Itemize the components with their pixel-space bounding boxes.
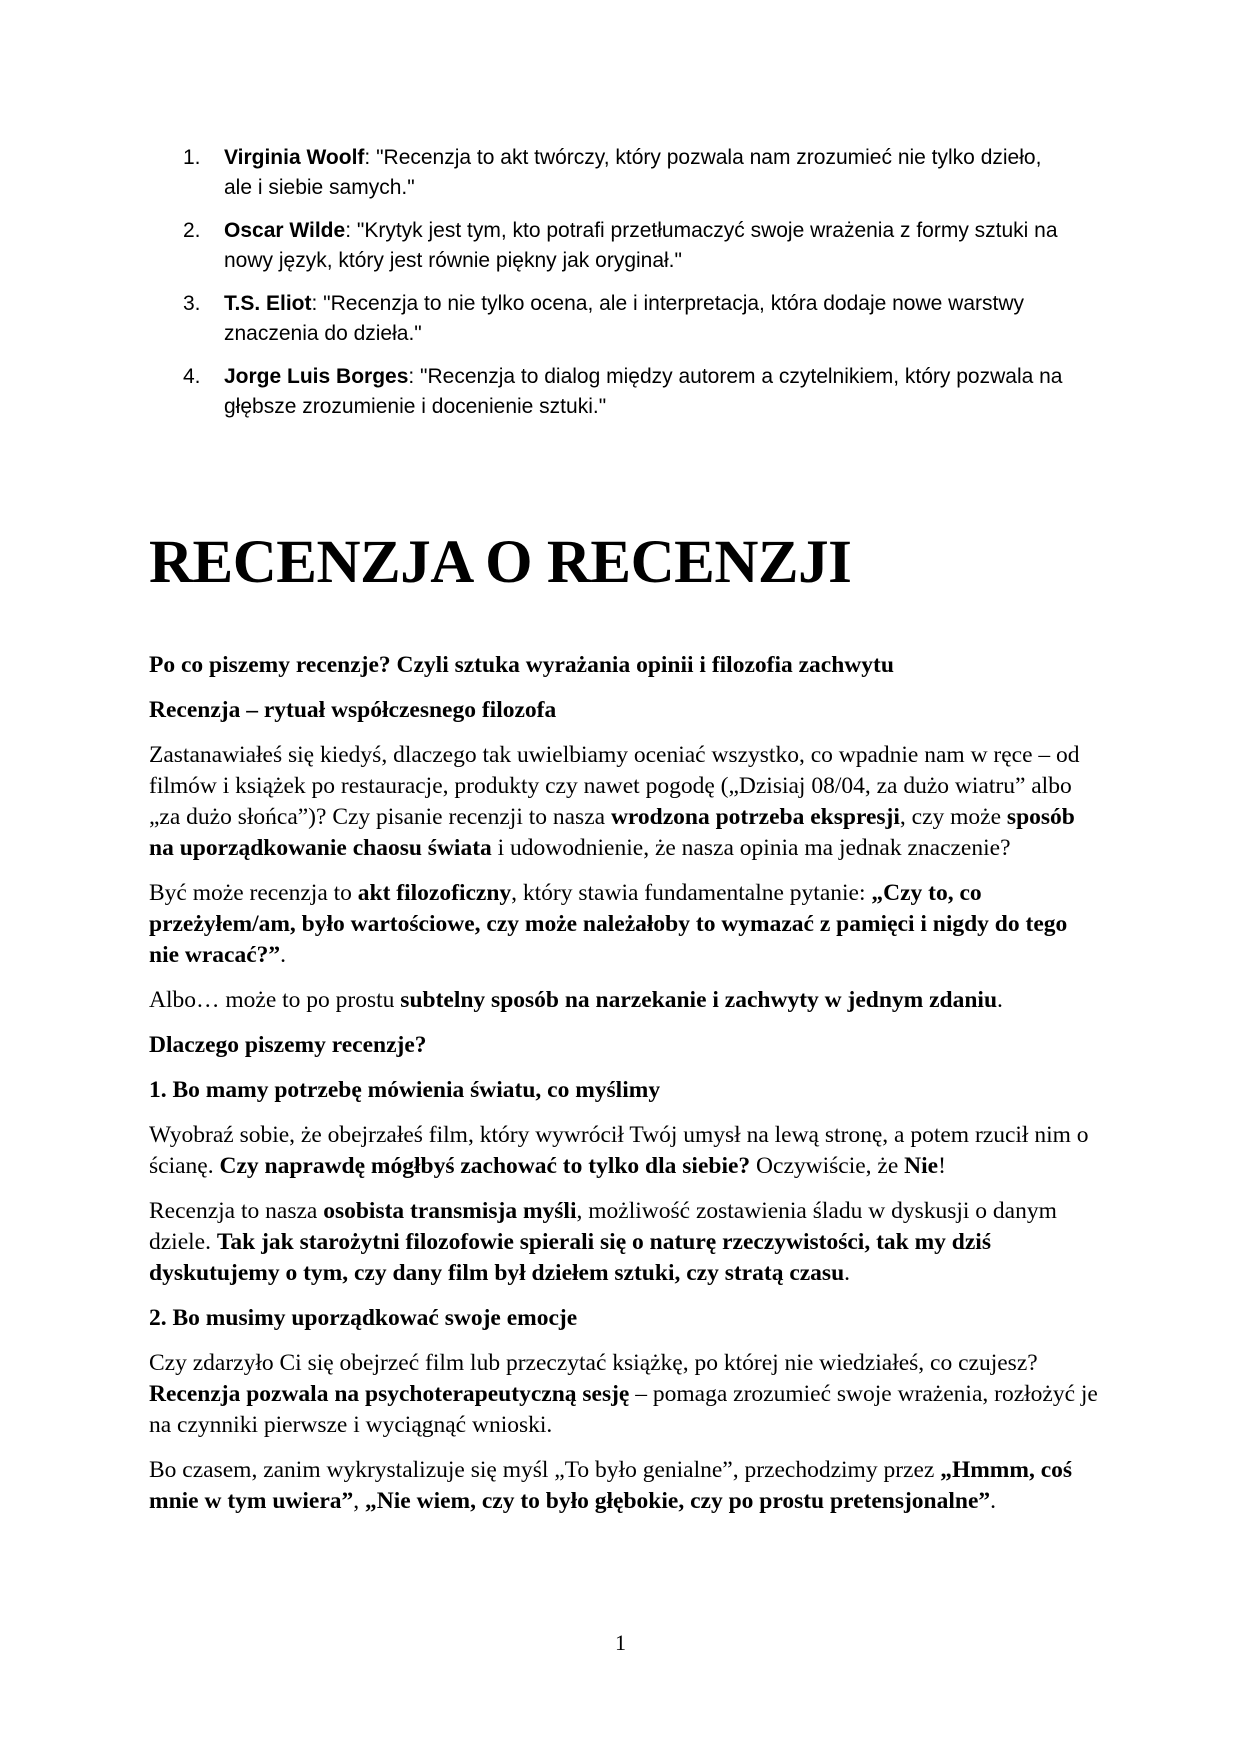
quote-number: 4. bbox=[183, 365, 201, 388]
text-run: , możliwość zostawienia śladu w dyskusji o danym dziele. bbox=[149, 1198, 1057, 1255]
text-run: . bbox=[280, 942, 287, 968]
section-heading: Dlaczego piszemy recenzje? bbox=[149, 1032, 427, 1058]
article-body bbox=[149, 650, 1099, 1531]
quote-text: : "Recenzja to akt twórczy, który pozwala nam zrozumieć nie tylko dzieło, ale i siebie samych." bbox=[224, 146, 1042, 199]
text-run: i udowodnienie, że nasza opinia ma jednak znaczenie? bbox=[491, 835, 1011, 861]
text-run: , czy może bbox=[899, 804, 1007, 830]
section-heading: Recenzja – rytuał współczesnego filozofa bbox=[149, 697, 557, 723]
text-run: Zastanawiałeś się kiedyś, dlaczego tak uwielbiamy oceniać wszystko, co wpadnie nam w ręce – od filmów i książek po restauracje, produkty czy nawet pogodę („Dzisiaj 08/04, za dużo wiatru” albo „za dużo słońca”)? Czy pisanie recenzji to nasza bbox=[149, 742, 1080, 830]
page-number: 1 bbox=[615, 1630, 626, 1655]
quote-item bbox=[150, 362, 1070, 422]
bold-run: akt filozoficzny bbox=[357, 880, 512, 906]
quote-number: 1. bbox=[183, 146, 201, 169]
quote-author: T.S. Eliot bbox=[224, 292, 312, 315]
article-subtitle: Po co piszemy recenzje? Czyli sztuka wyrażania opinii i filozofia zachwytu bbox=[149, 652, 894, 678]
quote-number: 3. bbox=[183, 292, 201, 315]
quote-number: 2. bbox=[183, 219, 201, 242]
quote-text: : "Recenzja to nie tylko ocena, ale i interpretacja, która dodaje nowe warstwy znaczenia do dzieła." bbox=[224, 292, 1025, 345]
paragraph bbox=[149, 1455, 1099, 1517]
quote-author: Virginia Woolf bbox=[224, 146, 365, 169]
quotes-list bbox=[150, 143, 1070, 435]
paragraph bbox=[149, 1348, 1099, 1441]
bold-run: „Nie wiem, czy to było głębokie, czy po prostu pretensjonalne” bbox=[365, 1488, 991, 1514]
bold-run: Nie bbox=[904, 1153, 939, 1179]
paragraph bbox=[149, 1196, 1099, 1289]
quote-item bbox=[150, 143, 1070, 203]
text-run: . bbox=[990, 1488, 997, 1514]
text-run: , bbox=[353, 1488, 366, 1514]
paragraph bbox=[149, 878, 1099, 971]
text-run: Recenzja to nasza bbox=[149, 1198, 324, 1224]
text-run: – pomaga zrozumieć swoje wrażenia, rozłożyć je na czynniki pierwsze i wyciągnąć wnioski. bbox=[149, 1381, 1098, 1438]
text-run: , który stawia fundamentalne pytanie: bbox=[511, 880, 872, 906]
text-run: Bo czasem, zanim wykrystalizuje się myśl „To było genialne”, przechodzimy przez bbox=[149, 1457, 941, 1483]
bold-run: Recenzja pozwala na psychoterapeutyczną sesję bbox=[149, 1381, 630, 1407]
quote-author: Oscar Wilde bbox=[224, 219, 346, 242]
bold-run: subtelny sposób na narzekanie i zachwyty w jednym zdaniu bbox=[400, 987, 998, 1013]
reason-heading: 2. Bo musimy uporządkować swoje emocje bbox=[149, 1305, 578, 1331]
reason-heading: 1. Bo mamy potrzebę mówienia światu, co myślimy bbox=[149, 1077, 661, 1103]
quote-author: Jorge Luis Borges bbox=[224, 365, 409, 388]
paragraph bbox=[149, 985, 1099, 1016]
quote-item bbox=[150, 289, 1070, 349]
bold-run: „Czy to, co przeżyłem/am, było wartościowe, czy może należałoby to wymazać z pamięci i nigdy do tego nie wracać?” bbox=[149, 880, 1068, 968]
bold-run: wrodzona potrzeba ekspresji bbox=[610, 804, 900, 830]
bold-run: osobista transmisja myśli bbox=[323, 1198, 577, 1224]
text-run: Czy zdarzyło Ci się obejrzeć film lub przeczytać książkę, po której nie wiedziałeś, co czujesz? bbox=[149, 1350, 1038, 1376]
bold-run: sposób na uporządkowanie chaosu świata bbox=[149, 804, 1075, 861]
text-run: . bbox=[844, 1260, 851, 1286]
text-run: Albo… może to po prostu bbox=[149, 987, 401, 1013]
text-run: ! bbox=[938, 1153, 946, 1179]
quote-text: : "Recenzja to dialog między autorem a czytelnikiem, który pozwala na głębsze zrozumienie i docenienie sztuki." bbox=[224, 365, 1063, 418]
text-run: . bbox=[997, 987, 1003, 1013]
paragraph bbox=[149, 740, 1099, 864]
bold-run: Tak jak starożytni filozofowie spierali się o naturę rzeczywistości, tak my dziś dyskutujemy o tym, czy dany film był dziełem sztuki, czy stratą czasu bbox=[149, 1229, 991, 1286]
text-run: Być może recenzja to bbox=[149, 880, 358, 906]
bold-run: Czy naprawdę mógłbyś zachować to tylko dla siebie? bbox=[219, 1153, 751, 1179]
text-run: Oczywiście, że bbox=[750, 1153, 905, 1179]
paragraph bbox=[149, 1120, 1099, 1182]
bold-run: „Hmmm, coś mnie w tym uwiera” bbox=[149, 1457, 1073, 1514]
quote-text: : "Krytyk jest tym, kto potrafi przetłumaczyć swoje wrażenia z formy sztuki na nowy język, który jest równie piękny jak oryginał." bbox=[224, 219, 1058, 272]
text-run: Wyobraź sobie, że obejrzałeś film, który wywrócił Twój umysł na lewą stronę, a potem rzucił nim o ścianę. bbox=[149, 1122, 1089, 1179]
quote-item bbox=[150, 216, 1070, 276]
document-title: RECENZJA O RECENZJI bbox=[149, 529, 852, 596]
